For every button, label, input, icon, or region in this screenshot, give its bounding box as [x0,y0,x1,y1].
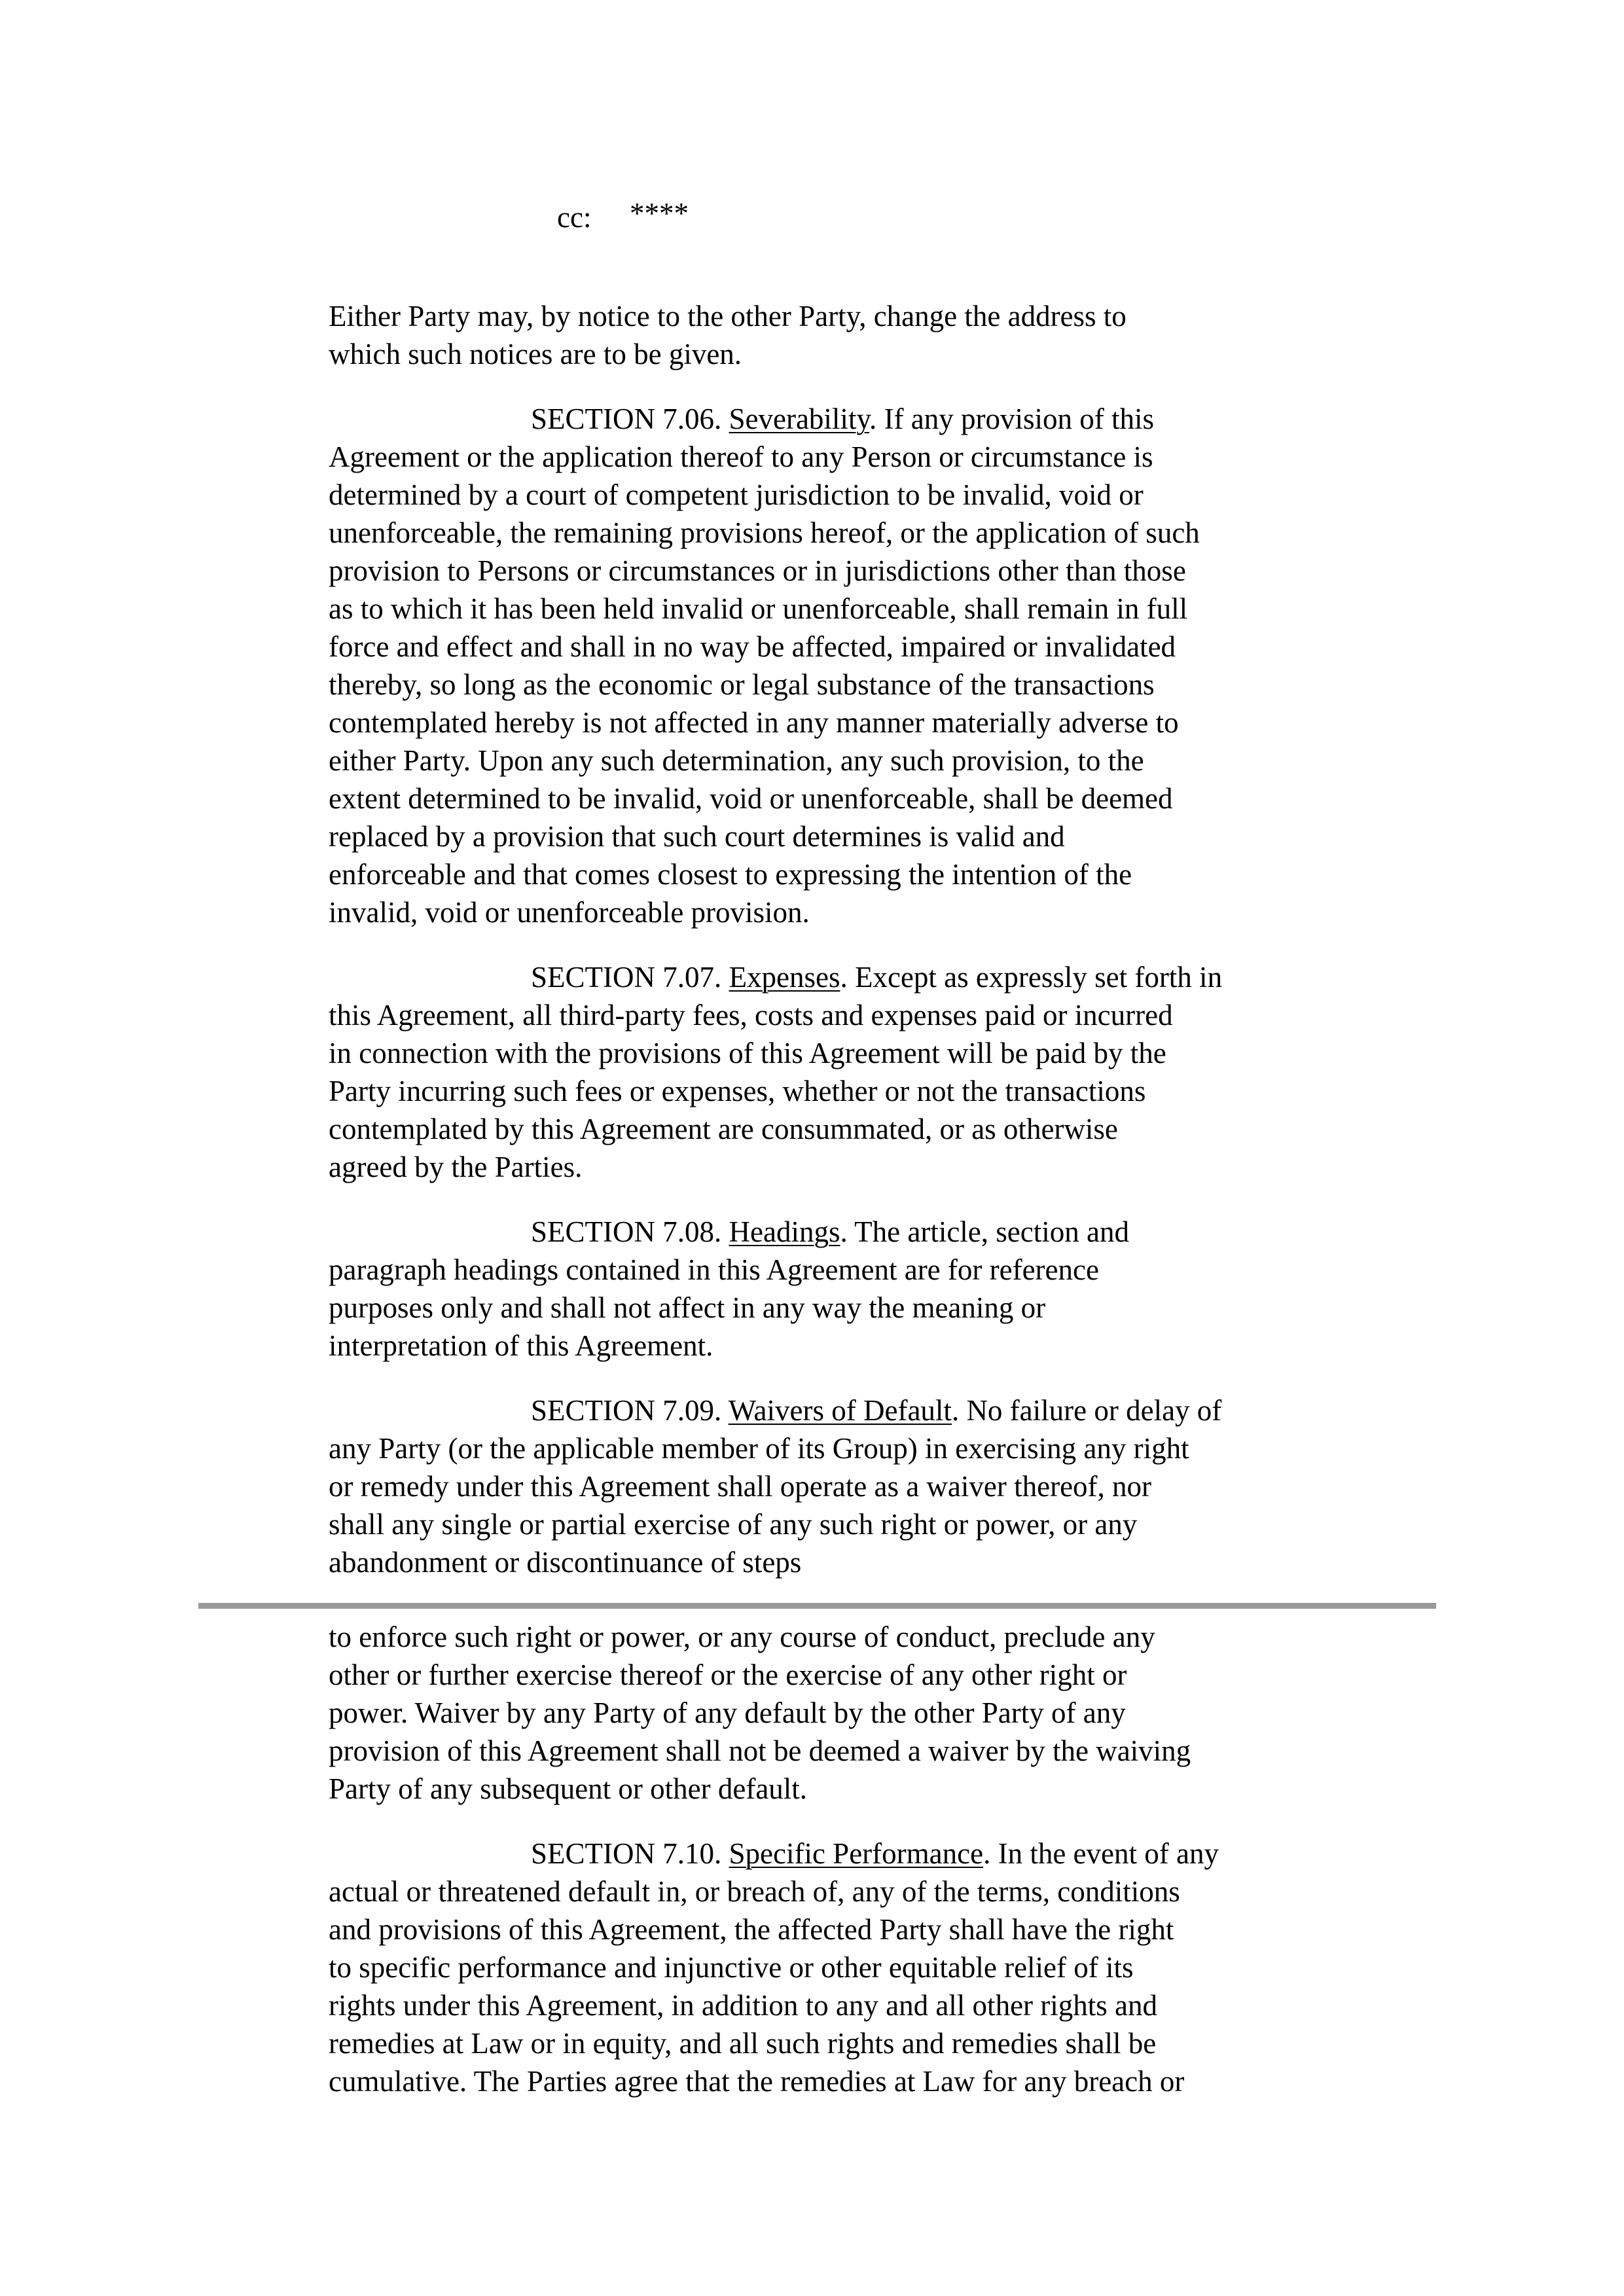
section-7-06-line: force and effect and shall in no way be affected, impaired or invalidated [329,630,1176,663]
section-7-06-line: thereby, so long as the economic or legal substance of the transactions [329,668,1155,701]
section-7-07-first-line-rest: . Except as expressly set forth in [840,961,1223,994]
section-7-06-title: Severability [729,403,870,435]
section-7-10-first-line-rest: . In the event of any [983,1837,1219,1870]
section-7-06-line: either Party. Upon any such determination, any such provision, to the [329,744,1144,777]
cc-label: cc: [557,201,592,234]
section-7-09-first-line-rest: . No failure or delay of [951,1394,1222,1427]
section-7-07-number: SECTION 7.07. [531,961,722,994]
section-7-10-line: actual or threatened default in, or breach of, any of the terms, conditions [329,1875,1180,1908]
section-7-09-continued-line: power. Waiver by any Party of any default by the other Party of any [329,1696,1126,1729]
section-7-07-line: Party incurring such fees or expenses, whether or not the transactions [329,1075,1146,1107]
section-7-09-continued-line: other or further exercise thereof or the exercise of any other right or [329,1659,1127,1691]
section-7-07-title: Expenses [729,961,840,994]
section-7-10-line: rights under this Agreement, in addition to any and all other rights and [329,1989,1157,2022]
section-7-09-line: or remedy under this Agreement shall operate as a waiver thereof, nor [329,1470,1152,1503]
section-7-06-line: Agreement or the application thereof to any Person or circumstance is [329,440,1153,473]
section-7-08-heading-line [531,1213,1129,1251]
section-7-08-line: paragraph headings contained in this Agreement are for reference [329,1253,1099,1286]
section-7-10-line: and provisions of this Agreement, the affected Party shall have the right [329,1913,1174,1946]
notice-line-2: which such notices are to be given. [329,338,742,370]
section-7-10-line: remedies at Law or in equity, and all such rights and remedies shall be [329,2027,1157,2060]
section-7-09-continued-line: provision of this Agreement shall not be deemed a waiver by the waiving [329,1734,1191,1767]
section-7-09-continued-line: to enforce such right or power, or any course of conduct, preclude any [329,1621,1155,1653]
section-7-09-heading-line [531,1391,1221,1429]
section-7-07-line: in connection with the provisions of this Agreement will be paid by the [329,1037,1166,1069]
section-7-09-title: Waivers of Default [728,1394,952,1427]
section-7-10-line: to specific performance and injunctive or other equitable relief of its [329,1951,1134,1984]
section-7-09-line: abandonment or discontinuance of steps [329,1546,802,1579]
section-7-06-line: provision to Persons or circumstances or in jurisdictions other than those [329,554,1186,587]
section-7-08-line: interpretation of this Agreement. [329,1329,713,1362]
section-7-06-line: replaced by a provision that such court determines is valid and [329,820,1065,853]
section-7-06-line: enforceable and that comes closest to expressing the intention of the [329,858,1132,891]
section-7-09-continued-line: Party of any subsequent or other default. [329,1772,808,1805]
section-7-08-title: Headings [729,1215,840,1248]
section-7-09-number: SECTION 7.09. [531,1394,722,1427]
section-7-06-line: invalid, void or unenforceable provision. [329,896,810,929]
section-7-06-line: contemplated hereby is not affected in any manner materially adverse to [329,706,1179,739]
section-7-06-line: as to which it has been held invalid or unenforceable, shall remain in full [329,592,1188,625]
section-7-07-heading-line [531,958,1222,996]
section-7-07-line: contemplated by this Agreement are consummated, or as otherwise [329,1113,1118,1145]
section-7-08-number: SECTION 7.08. [531,1215,722,1248]
section-7-10-title: Specific Performance [729,1837,984,1870]
section-7-10-line: cumulative. The Parties agree that the remedies at Law for any breach or [329,2065,1185,2098]
section-7-06-line: unenforceable, the remaining provisions hereof, or the application of such [329,516,1200,549]
section-7-06-first-line-rest: . If any provision of this [869,403,1154,435]
notice-line-1: Either Party may, by notice to the other Party, change the address to [329,300,1127,332]
section-7-06-heading-line [531,400,1154,438]
section-7-10-heading-line [531,1835,1219,1873]
section-7-07-line: this Agreement, all third-party fees, costs and expenses paid or incurred [329,999,1173,1031]
cc-value: **** [630,197,689,230]
section-7-07-line: agreed by the Parties. [329,1151,583,1183]
section-7-08-line: purposes only and shall not affect in any way the meaning or [329,1291,1046,1324]
section-7-06-line: extent determined to be invalid, void or unenforceable, shall be deemed [329,782,1173,815]
section-7-06-number: SECTION 7.06. [531,403,722,435]
section-7-09-line: any Party (or the applicable member of its Group) in exercising any right [329,1432,1189,1465]
section-7-10-number: SECTION 7.10. [531,1837,722,1870]
section-7-06-line: determined by a court of competent jurisdiction to be invalid, void or [329,478,1144,511]
section-7-09-line: shall any single or partial exercise of any such right or power, or any [329,1508,1138,1541]
page-break-divider [198,1603,1436,1609]
section-7-08-first-line-rest: . The article, section and [840,1215,1129,1248]
